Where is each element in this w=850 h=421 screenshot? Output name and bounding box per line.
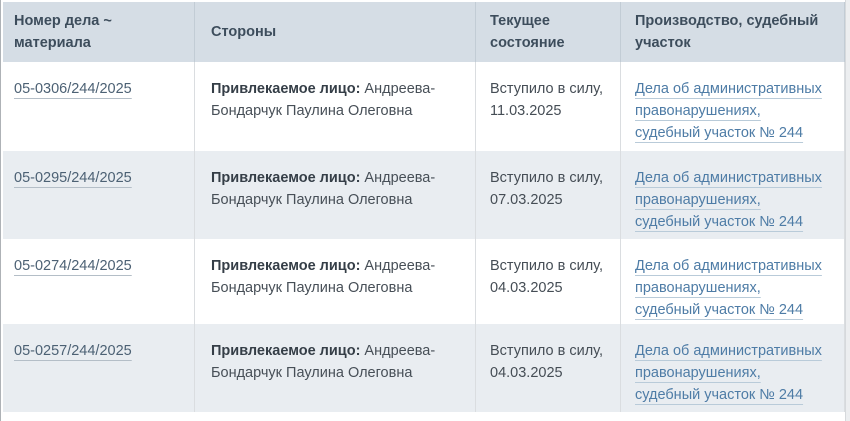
- current-state-cell: [476, 324, 621, 412]
- party-name: Андреева-Бондарчук Паулина Олеговна: [211, 258, 436, 296]
- party-role-label: Привлекаемое лицо:: [211, 170, 361, 186]
- state-text: Вступило в силу,: [490, 258, 604, 274]
- case-number-cell: [3, 324, 195, 412]
- column-header-case-number: Номер дела ~ материала: [3, 2, 195, 62]
- case-number-cell: [3, 151, 195, 239]
- state-date: 04.03.2025: [490, 280, 563, 296]
- state-date: 11.03.2025: [490, 103, 562, 119]
- state-date: 07.03.2025: [490, 192, 563, 208]
- proceeding-cell: [621, 324, 845, 412]
- party-name: Андреева-Бондарчук Паулина Олеговна: [211, 81, 436, 119]
- case-number-link[interactable]: 05-0306/244/2025: [14, 81, 132, 97]
- table-row: [3, 62, 845, 151]
- party-role-label: Привлекаемое лицо:: [211, 343, 361, 359]
- party-role-label: Привлекаемое лицо:: [211, 258, 361, 274]
- state-date: 04.03.2025: [490, 365, 563, 381]
- parties-cell: [195, 62, 476, 151]
- proceeding-link[interactable]: Дела об административных правонарушениях, судебный участок № 244: [635, 81, 822, 141]
- column-header-proceeding: Производство, судебный участок: [621, 2, 845, 62]
- proceeding-link[interactable]: Дела об административных правонарушениях, судебный участок № 244: [635, 170, 822, 230]
- state-text: Вступило в силу,: [490, 170, 604, 186]
- case-number-cell: [3, 62, 195, 151]
- table-row: [3, 239, 845, 324]
- party-name: Андреева-Бондарчук Паулина Олеговна: [211, 170, 436, 208]
- party-role-label: Привлекаемое лицо:: [211, 81, 361, 97]
- proceeding-cell: [621, 62, 845, 151]
- case-number-cell: [3, 239, 195, 324]
- page-left-border: [0, 0, 1, 421]
- case-number-link[interactable]: 05-0295/244/2025: [14, 170, 132, 186]
- cases-table: [3, 2, 845, 412]
- party-name: Андреева-Бондарчук Паулина Олеговна: [211, 343, 436, 381]
- state-text: Вступило в силу,: [490, 343, 604, 359]
- current-state-cell: [476, 62, 621, 151]
- column-header-parties: Стороны: [195, 2, 476, 62]
- table-header-row: [3, 2, 845, 62]
- case-number-link[interactable]: 05-0257/244/2025: [14, 343, 132, 359]
- parties-cell: [195, 151, 476, 239]
- current-state-cell: [476, 151, 621, 239]
- table-row: [3, 151, 845, 239]
- right-page-gutter: [845, 0, 850, 421]
- column-header-current-state: Текущее состояние: [476, 2, 621, 62]
- case-number-link[interactable]: 05-0274/244/2025: [14, 258, 132, 274]
- parties-cell: [195, 239, 476, 324]
- proceeding-link[interactable]: Дела об административных правонарушениях, судебный участок № 244: [635, 343, 822, 403]
- state-text: Вступило в силу,: [490, 81, 604, 97]
- proceeding-link[interactable]: Дела об административных правонарушениях, судебный участок № 244: [635, 258, 822, 318]
- proceeding-cell: [621, 151, 845, 239]
- table-row: [3, 324, 845, 412]
- current-state-cell: [476, 239, 621, 324]
- parties-cell: [195, 324, 476, 412]
- proceeding-cell: [621, 239, 845, 324]
